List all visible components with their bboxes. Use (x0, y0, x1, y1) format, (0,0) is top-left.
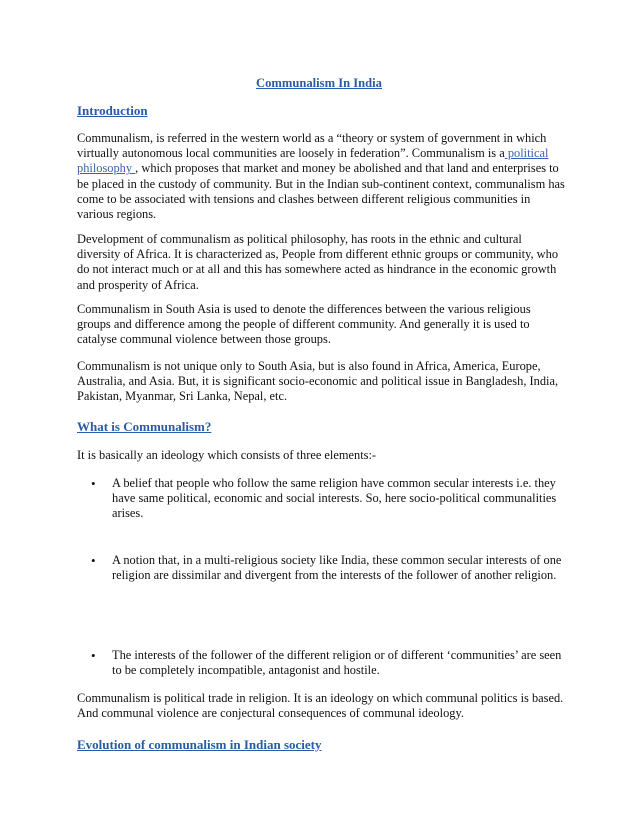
political-philosophy-link[interactable]: political philosophy (77, 146, 549, 176)
list-item-text: The interests of the follower of the different religion or of different ‘communities’ are seen to be completely incompatible, antagonist and hostile. (112, 648, 562, 678)
heading-evolution: Evolution of communalism in Indian society (77, 737, 322, 752)
bullet-icon: • (91, 648, 96, 663)
heading-what-is-communalism: What is Communalism? (77, 419, 212, 434)
paragraph-not-unique: Communalism is not unique only to South Asia, but is also found in Africa, America, Europe, Australia, and Asia. But, it is significant socio-economic and political issue in Bangladesh, India, Pakistan, Myanmar, Sri Lanka, Nepal, etc. (77, 359, 559, 404)
document-title: Communalism In India (256, 76, 382, 90)
paragraph-intro-text-1: Communalism, is referred in the western world as a “theory or system of government in which virtually autonomous local communities are loosely in federation”. Communalism is a (77, 131, 547, 161)
paragraph-intro (77, 131, 565, 222)
list-item-text: A notion that, in a multi-religious society like India, these common secular interests of one religion are dissimilar and divergent from the interests of the follower of another religion. (112, 553, 562, 583)
list-item-text: A belief that people who follow the same religion have common secular interests i.e. they have same political, economic and social interests. So, here socio-political communalities arises. (112, 476, 557, 521)
paragraph-intro-text-2: , which proposes that market and money be abolished and that land and enterprises to be placed in the custody of community. But in the Indian sub-continent context, communalism has come to be associated with tensions and clashes between different religious communities in various regions. (77, 161, 565, 222)
paragraph-south-asia: Communalism in South Asia is used to denote the differences between the various religious groups and difference among the people of different community. And generally it is used to catalyse communal violence between those groups. (77, 302, 531, 347)
paragraph-ideology: It is basically an ideology which consists of three elements:- (77, 448, 377, 462)
bullet-icon: • (91, 476, 96, 491)
paragraph-africa: Development of communalism as political philosophy, has roots in the ethnic and cultural diversity of Africa. It is characterized as, People from different ethnic groups or community, who do not interact much or at all and this has somewhere acted as hindrance in the economic growth and prosperity of Africa. (77, 232, 559, 292)
heading-introduction: Introduction (77, 103, 148, 118)
bullet-icon: • (91, 553, 96, 568)
paragraph-trade-in-religion: Communalism is political trade in religion. It is an ideology on which communal politics is based. And communal violence are conjectural consequences of communal ideology. (77, 691, 564, 721)
